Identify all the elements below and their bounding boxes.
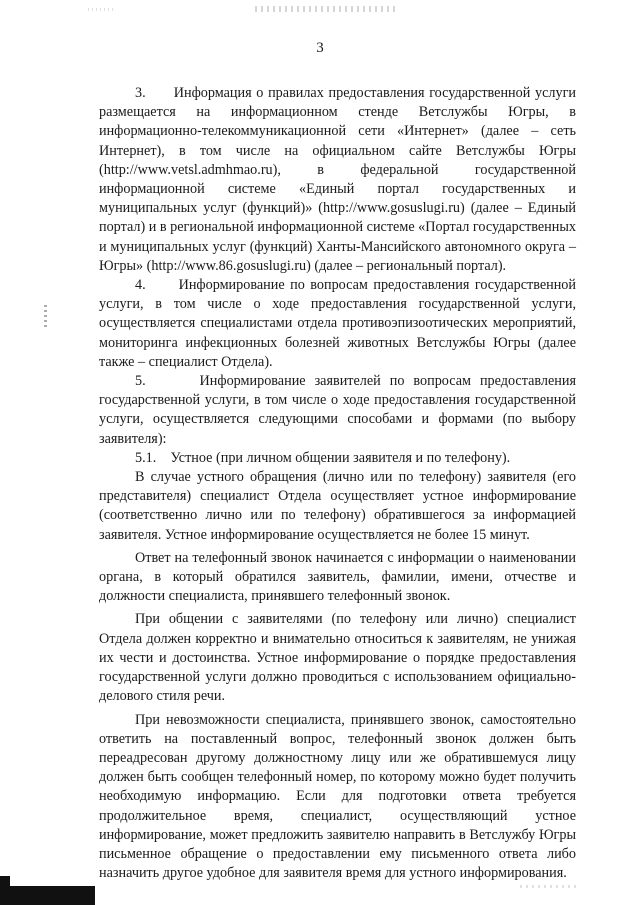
paragraph-3: 3. Информация о правилах предоставления государственной услуги размещается на информационном стенде Ветслужбы Югры, в информационно-телекоммуникационной сети «Интернет» (далее – сеть Интернет), в том числе на официальном сайте Ветслужбы Югры (http://www.vetsl.admhmao.ru), в федеральной государственной информационной системе «Единый портал государственных и муниципальных услуг (функций)» (http://www.gosuslugi.ru) (далее – Единый портал) и в региональной информационной системе «Портал государственных и муниципальных услуг (функций) Ханты-Мансийского автономного округа – Югры» (http://www.86.gosuslugi.ru) (далее – региональный портал). — [99, 85, 576, 274]
paragraph-phone-answer: Ответ на телефонный звонок начинается с информации о наименовании органа, в который обратился заявитель, фамилии, имени, отчестве и должности специалиста, принявшего телефонный звонок. — [99, 549, 576, 605]
paragraph-5-1: 5.1. Устное (при личном общении заявителя и по телефону). — [135, 449, 511, 466]
scan-edge-mark — [0, 886, 95, 905]
scan-noise — [520, 885, 580, 888]
paragraph-communication: При общении с заявителями (по телефону или лично) специалист Отдела должен корректно и внимательно относиться к заявителям, не унижая их чести и достоинства. Устное информирование о порядке предоставления государственной услуги должно проводиться с использованием официально-делового стиля речи. — [99, 611, 576, 705]
paragraph-oral-request: В случае устного обращения (лично или по телефону) заявителя (его представителя) специалист Отдела осуществляет устное информирование (соответственно лично или по телефону) обратившегося за информацией заявителя. Устное информирование осуществляется не более 15 минут. — [99, 469, 576, 543]
scan-noise — [44, 305, 47, 327]
scan-noise — [255, 6, 395, 12]
document-body — [99, 84, 576, 883]
scan-noise — [88, 8, 116, 11]
page-number: 3 — [316, 40, 324, 56]
paragraph-4: 4. Информирование по вопросам предоставления государственной услуги, в том числе о ходе предоставления государственной услуги, осуществляется специалистами отдела противоэпизоотических мероприятий, мониторинга инфекционных болезней животных Ветслужбы Югры (далее также – специалист Отдела). — [99, 277, 576, 370]
paragraph-redirect: При невозможности специалиста, принявшего звонок, самостоятельно ответить на поставленный вопрос, телефонный звонок должен быть переадресован другому должностному лицу или же обратившемуся лицу должен быть сообщен телефонный номер, по которому можно будет получить необходимую информацию. Если для подготовки ответа требуется продолжительное время, специалист, осуществляющий устное информирование, может предложить заявителю направить в Ветслужбу Югры письменное обращение о предоставлении ему письменного ответа либо назначить другое удобное для заявителя время для устного информирования. — [99, 711, 576, 882]
paragraph-5: 5. Информирование заявителей по вопросам предоставления государственной услуги, в том числе о ходе предоставления государственной услуги, осуществляется следующими способами и формами (по выбору заявителя): — [99, 373, 576, 447]
